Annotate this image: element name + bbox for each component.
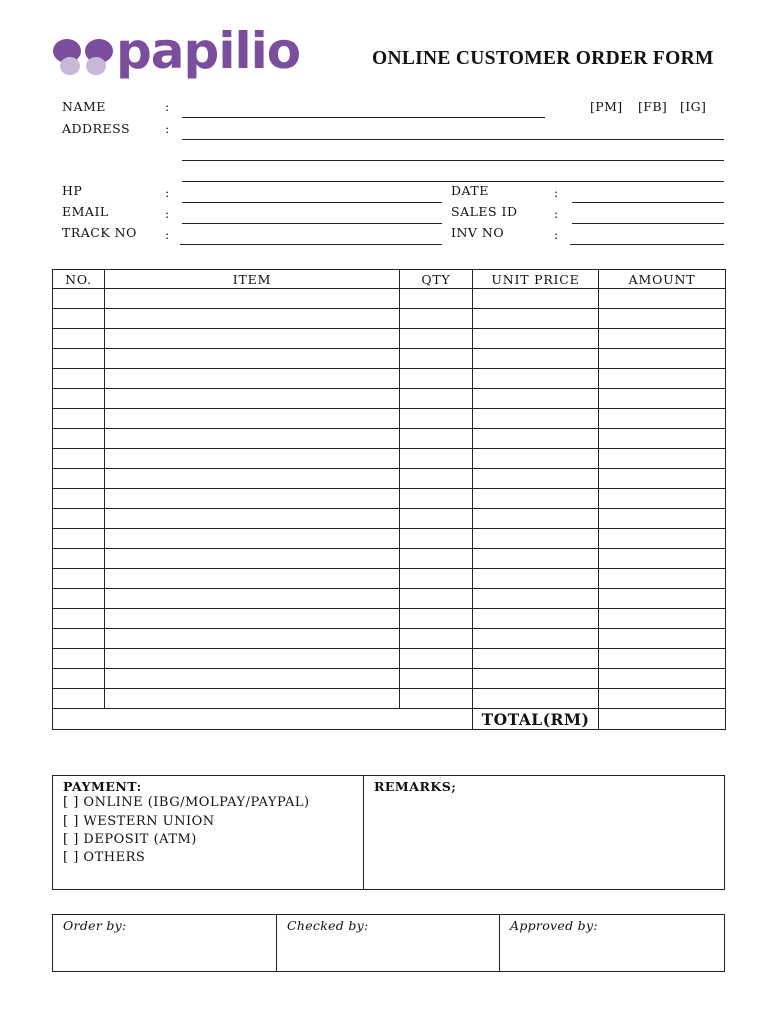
- item-cell[interactable]: [105, 649, 400, 669]
- qty-cell[interactable]: [400, 309, 473, 329]
- address-field-line-3[interactable]: [182, 181, 724, 182]
- unit-price-cell[interactable]: [473, 629, 599, 649]
- total-amount-cell[interactable]: [599, 709, 726, 730]
- no-cell[interactable]: [53, 509, 105, 529]
- table-row: [53, 409, 726, 429]
- qty-cell[interactable]: [400, 489, 473, 509]
- unit-price-cell[interactable]: [473, 549, 599, 569]
- unit-price-cell[interactable]: [473, 669, 599, 689]
- payment-title: PAYMENT:: [63, 779, 142, 794]
- item-cell[interactable]: [105, 489, 400, 509]
- name-colon: :: [165, 99, 170, 114]
- item-cell[interactable]: [105, 429, 400, 449]
- date-colon: :: [554, 185, 559, 200]
- unit-price-cell[interactable]: [473, 389, 599, 409]
- item-cell[interactable]: [105, 449, 400, 469]
- amount-cell[interactable]: [599, 449, 726, 469]
- amount-cell[interactable]: [599, 649, 726, 669]
- no-cell[interactable]: [53, 369, 105, 389]
- qty-cell[interactable]: [400, 589, 473, 609]
- checked-by-cell[interactable]: Checked by:: [277, 915, 500, 971]
- email-label: EMAIL: [62, 204, 109, 219]
- item-cell[interactable]: [105, 309, 400, 329]
- item-cell[interactable]: [105, 409, 400, 429]
- no-cell[interactable]: [53, 589, 105, 609]
- qty-cell[interactable]: [400, 449, 473, 469]
- no-cell[interactable]: [53, 289, 105, 309]
- qty-cell[interactable]: [400, 409, 473, 429]
- email-colon: :: [165, 206, 170, 221]
- item-cell[interactable]: [105, 469, 400, 489]
- table-row: [53, 329, 726, 349]
- no-cell[interactable]: [53, 329, 105, 349]
- amount-cell[interactable]: [599, 669, 726, 689]
- qty-cell[interactable]: [400, 629, 473, 649]
- address-colon: :: [165, 121, 170, 136]
- item-cell[interactable]: [105, 669, 400, 689]
- channel-fb[interactable]: [FB]: [638, 99, 668, 114]
- sales-id-colon: :: [554, 206, 559, 221]
- table-row: [53, 529, 726, 549]
- qty-cell[interactable]: [400, 609, 473, 629]
- hp-label: HP: [62, 183, 83, 198]
- amount-cell[interactable]: [599, 409, 726, 429]
- table-row: [53, 389, 726, 409]
- amount-cell[interactable]: [599, 509, 726, 529]
- qty-cell[interactable]: [400, 529, 473, 549]
- amount-cell[interactable]: [599, 589, 726, 609]
- table-row: [53, 369, 726, 389]
- payment-option-others[interactable]: [ ] OTHERS: [63, 850, 146, 865]
- table-row: [53, 469, 726, 489]
- date-label: DATE: [451, 183, 489, 198]
- no-cell[interactable]: [53, 669, 105, 689]
- sales-id-field[interactable]: [572, 223, 724, 224]
- no-cell[interactable]: [53, 529, 105, 549]
- signature-box: [52, 914, 725, 972]
- qty-cell[interactable]: [400, 469, 473, 489]
- amount-cell[interactable]: [599, 609, 726, 629]
- qty-cell[interactable]: [400, 669, 473, 689]
- no-cell[interactable]: [53, 449, 105, 469]
- no-cell[interactable]: [53, 389, 105, 409]
- payment-option-deposit[interactable]: [ ] DEPOSIT (ATM): [63, 832, 197, 847]
- no-cell[interactable]: [53, 569, 105, 589]
- no-cell[interactable]: [53, 629, 105, 649]
- table-row: [53, 309, 726, 329]
- table-row: [53, 629, 726, 649]
- channel-ig[interactable]: [IG]: [680, 99, 707, 114]
- qty-cell[interactable]: [400, 549, 473, 569]
- hp-field[interactable]: [182, 202, 442, 203]
- unit-price-cell[interactable]: [473, 489, 599, 509]
- payment-option-western-union[interactable]: [ ] WESTERN UNION: [63, 814, 215, 829]
- amount-cell[interactable]: [599, 549, 726, 569]
- unit-price-cell[interactable]: [473, 689, 599, 709]
- qty-cell[interactable]: [400, 649, 473, 669]
- qty-cell[interactable]: [400, 329, 473, 349]
- order-by-cell[interactable]: Order by:: [53, 915, 277, 971]
- unit-price-cell[interactable]: [473, 589, 599, 609]
- header-qty: QTY: [400, 270, 473, 289]
- table-row: [53, 549, 726, 569]
- papilio-logo: [52, 22, 302, 84]
- items-table: [52, 269, 726, 730]
- unit-price-cell[interactable]: [473, 509, 599, 529]
- remarks-label: REMARKS;: [374, 779, 457, 794]
- table-row: [53, 349, 726, 369]
- qty-cell[interactable]: [400, 289, 473, 309]
- amount-cell[interactable]: [599, 389, 726, 409]
- no-cell[interactable]: [53, 549, 105, 569]
- amount-cell[interactable]: [599, 369, 726, 389]
- table-row: [53, 509, 726, 529]
- no-cell[interactable]: [53, 489, 105, 509]
- header-no: NO.: [53, 270, 105, 289]
- unit-price-cell[interactable]: [473, 329, 599, 349]
- amount-cell[interactable]: [599, 349, 726, 369]
- unit-price-cell[interactable]: [473, 369, 599, 389]
- table-row: [53, 649, 726, 669]
- unit-price-cell[interactable]: [473, 609, 599, 629]
- item-cell[interactable]: [105, 369, 400, 389]
- item-cell[interactable]: [105, 629, 400, 649]
- name-label: NAME: [62, 99, 106, 114]
- item-cell[interactable]: [105, 389, 400, 409]
- payment-remarks-box: [52, 775, 725, 890]
- item-cell[interactable]: [105, 569, 400, 589]
- inv-no-colon: :: [554, 227, 559, 242]
- amount-cell[interactable]: [599, 529, 726, 549]
- unit-price-cell[interactable]: [473, 529, 599, 549]
- approved-by-cell[interactable]: Approved by:: [510, 918, 598, 933]
- unit-price-cell[interactable]: [473, 429, 599, 449]
- total-spacer: [53, 709, 473, 730]
- no-cell[interactable]: [53, 409, 105, 429]
- item-cell[interactable]: [105, 329, 400, 349]
- item-cell[interactable]: [105, 349, 400, 369]
- header-unit-price: UNIT PRICE: [473, 270, 599, 289]
- qty-cell[interactable]: [400, 349, 473, 369]
- unit-price-cell[interactable]: [473, 469, 599, 489]
- qty-cell[interactable]: [400, 429, 473, 449]
- address-label: ADDRESS: [62, 121, 131, 136]
- inv-no-field[interactable]: [570, 244, 724, 245]
- brand-name: papilio: [116, 22, 301, 80]
- header-item: ITEM: [105, 270, 400, 289]
- amount-cell[interactable]: [599, 469, 726, 489]
- track-no-colon: :: [165, 227, 170, 242]
- qty-cell[interactable]: [400, 569, 473, 589]
- unit-price-cell[interactable]: [473, 289, 599, 309]
- no-cell[interactable]: [53, 349, 105, 369]
- item-cell[interactable]: [105, 289, 400, 309]
- unit-price-cell[interactable]: [473, 449, 599, 469]
- item-cell[interactable]: [105, 689, 400, 709]
- table-header-row: [53, 270, 726, 289]
- qty-cell[interactable]: [400, 389, 473, 409]
- table-row: [53, 489, 726, 509]
- amount-cell[interactable]: [599, 429, 726, 449]
- address-field-line-2[interactable]: [182, 160, 724, 161]
- date-field[interactable]: [572, 202, 724, 203]
- amount-cell[interactable]: [599, 689, 726, 709]
- unit-price-cell[interactable]: [473, 349, 599, 369]
- unit-price-cell[interactable]: [473, 409, 599, 429]
- item-cell[interactable]: [105, 609, 400, 629]
- table-row: [53, 449, 726, 469]
- unit-price-cell[interactable]: [473, 309, 599, 329]
- item-cell[interactable]: [105, 529, 400, 549]
- no-cell[interactable]: [53, 309, 105, 329]
- qty-cell[interactable]: [400, 369, 473, 389]
- amount-cell[interactable]: [599, 309, 726, 329]
- header-amount: AMOUNT: [599, 270, 726, 289]
- table-row: [53, 669, 726, 689]
- sales-id-label: SALES ID: [451, 204, 518, 219]
- amount-cell[interactable]: [599, 489, 726, 509]
- table-row: [53, 609, 726, 629]
- item-cell[interactable]: [105, 589, 400, 609]
- email-field[interactable]: [182, 223, 442, 224]
- address-field-line-1[interactable]: [182, 139, 724, 140]
- payment-section: [53, 776, 364, 889]
- butterfly-icon: [52, 38, 114, 78]
- total-label: TOTAL(RM): [473, 709, 599, 730]
- amount-cell[interactable]: [599, 289, 726, 309]
- table-row: [53, 569, 726, 589]
- no-cell[interactable]: [53, 649, 105, 669]
- amount-cell[interactable]: [599, 629, 726, 649]
- amount-cell[interactable]: [599, 329, 726, 349]
- track-no-field[interactable]: [180, 244, 442, 245]
- track-no-label: TRACK NO: [62, 225, 137, 240]
- form-title: ONLINE CUSTOMER ORDER FORM: [372, 48, 714, 69]
- table-row: [53, 289, 726, 309]
- hp-colon: :: [165, 185, 170, 200]
- qty-cell[interactable]: [400, 689, 473, 709]
- payment-option-online[interactable]: [ ] ONLINE (IBG/MOLPAY/PAYPAL): [63, 795, 310, 810]
- channel-pm[interactable]: [PM]: [590, 99, 623, 114]
- amount-cell[interactable]: [599, 569, 726, 589]
- no-cell[interactable]: [53, 609, 105, 629]
- total-row: [53, 709, 726, 730]
- table-row: [53, 589, 726, 609]
- table-row: [53, 689, 726, 709]
- unit-price-cell[interactable]: [473, 569, 599, 589]
- unit-price-cell[interactable]: [473, 649, 599, 669]
- table-row: [53, 429, 726, 449]
- item-cell[interactable]: [105, 509, 400, 529]
- no-cell[interactable]: [53, 469, 105, 489]
- item-cell[interactable]: [105, 549, 400, 569]
- no-cell[interactable]: [53, 429, 105, 449]
- name-field[interactable]: [182, 117, 545, 118]
- no-cell[interactable]: [53, 689, 105, 709]
- inv-no-label: INV NO: [451, 225, 505, 240]
- qty-cell[interactable]: [400, 509, 473, 529]
